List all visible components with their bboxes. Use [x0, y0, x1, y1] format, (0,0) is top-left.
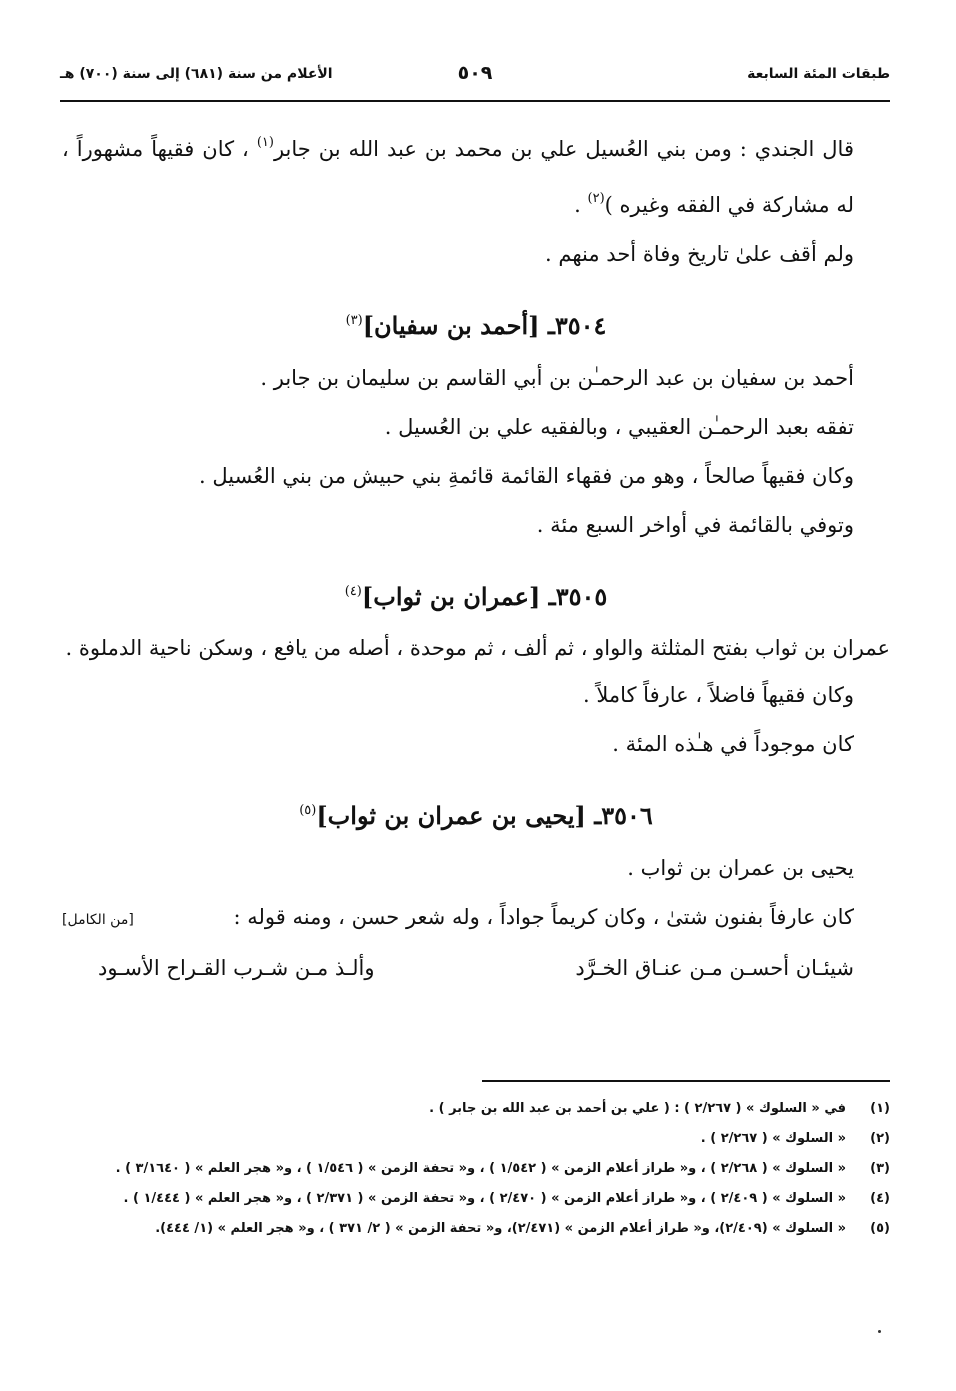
footnotes	[64, 1098, 890, 1248]
entry-heading-text: ٣٥٠٤ـ [أحمد بن سفيان]	[362, 311, 607, 340]
intro-paragraph-1	[62, 118, 890, 230]
footnote-text: « السلوك » ( ٢/٤٠٩ ) ، و« طراز أعلام الزمن » ( ٢/٤٧٠ ) ، و« تحفة الزمن » ( ٢/٣٧١ ) ، و« هجر العلم » ( ١/٤٤٤ ) .	[123, 1191, 846, 1206]
footnote-item	[64, 1188, 890, 1210]
spacer	[62, 836, 890, 844]
footnote-text: « السلوك » (٢/٤٠٩)، و« طراز أعلام الزمن » (٢/٤٧١)، و« تحفة الزمن » ( ٢/ ٣٧١ ) ، و« هجر العلم » (١/ ٤٤٤).	[155, 1221, 846, 1236]
footnote-item	[64, 1128, 890, 1150]
footnote-text: « السلوك » ( ٢/٢٦٧ ) .	[700, 1131, 846, 1146]
entry-paragraph: وكان فقيهاً فاضلاً ، عارفاً كاملاً .	[582, 683, 854, 707]
poem-intro-text: كان عارفاً بفنون شتىٰ ، وكان كريماً جواداً ، وله شعر حسن ، ومنه قوله :	[233, 905, 854, 929]
header-section-title-text: الأعلام من سنة (٦٨١) إلى سنة (٧٠٠) هـ	[60, 66, 333, 82]
footnote-ref-1: (١)	[256, 135, 274, 150]
spacer	[62, 279, 890, 301]
verse-first-hemistich: شيئـان أحسـن مـن عنـاق الخـرَّد	[575, 956, 854, 980]
footnote-text: « السلوك » ( ٢/٢٦٨ ) ، و« طراز أعلام الزمن » ( ١/٥٤٢ ) ، و« تحفة الزمن » ( ١/٥٤٦ ) ، و« هجر العلم » ( ٣/١٦٤٠ ) .	[115, 1161, 846, 1176]
footnote-number: (٤)	[870, 1191, 890, 1206]
entry-heading-text: ٣٥٠٥ـ [عمران بن ثواب]	[361, 582, 608, 611]
header-book-title: طبقات المئة السابعة	[747, 66, 890, 82]
footnote-ref-2: (٢)	[587, 191, 605, 206]
stray-dot-mark	[878, 1330, 881, 1333]
entry-paragraph: أحمد بن سفيان بن عبد الرحمـٰن بن أبي القاسم بن سليمان بن جابر .	[260, 366, 854, 390]
footnote-number: (١)	[870, 1101, 890, 1116]
entry-paragraph: تفقه بعبد الرحمـٰن العقيبي ، وبالفقيه علي بن العُسيل .	[384, 415, 854, 439]
footnote-text: في « السلوك » ( ٢/٢٦٧ ) : ( علي بن أحمد بن عبد الله بن جابر ) .	[429, 1101, 846, 1116]
entry-paragraph: عمران بن ثواب بفتح المثلثة والواو ، ثم ألف ، ثم موحدة ، أصله من يافع ، وسكن ناحية الدملوة .	[65, 636, 890, 660]
footnote-separator	[482, 1080, 890, 1082]
page-header	[60, 62, 890, 92]
intro-text-c: .	[574, 193, 588, 217]
entry-heading-3504	[62, 301, 890, 346]
verse-second-hemistich: وألـذ مـن شـرب القـراح الأسـود	[98, 956, 375, 980]
header-rule	[60, 100, 890, 102]
main-text	[62, 118, 890, 994]
spacer	[62, 617, 890, 625]
footnote-number: (٢)	[870, 1131, 890, 1146]
intro-text-a: قال الجندي : ومن بني العُسيل علي بن محمد بن عبد الله بن جابر	[273, 137, 854, 161]
intro-paragraph-2: ولم أقف علىٰ تاريخ وفاة أحد منهم .	[545, 242, 854, 266]
entry-heading-3506	[62, 791, 890, 836]
footnote-number: (٥)	[870, 1221, 890, 1236]
spacer	[62, 550, 890, 572]
page-number: ٥٠٩	[457, 62, 493, 84]
intro-text-b: ، كان فقيهاً مشهوراً ، له مشاركة في الفقه وغيره )	[62, 137, 854, 217]
poem-intro-line	[62, 893, 890, 942]
entry-paragraph: وكان فقيهاً صالحاً ، وهو من فقهاء القائمة قائمةِ بني حبيش من بني العُسيل .	[199, 464, 854, 488]
entry-paragraph: يحيى بن عمران بن ثواب .	[627, 856, 854, 880]
poem-verse	[62, 942, 890, 994]
header-section-title	[60, 66, 333, 82]
entry-paragraph: وتوفي بالقائمة في أواخر السبع مئة .	[536, 513, 854, 537]
footnote-item	[64, 1158, 890, 1180]
entry-heading-3505	[62, 572, 890, 617]
footnote-number: (٣)	[870, 1161, 890, 1176]
entry-heading-text: ٣٥٠٦ـ [يحيى بن عمران بن ثواب]	[316, 801, 653, 830]
footnote-ref-4: (٤)	[344, 584, 362, 599]
spacer	[62, 769, 890, 791]
footnote-ref-3: (٣)	[345, 313, 363, 328]
spacer	[62, 346, 890, 354]
footnote-ref-5: (٥)	[299, 803, 317, 818]
footnote-item	[64, 1098, 890, 1120]
entry-paragraph: كان موجوداً في هـٰذه المئة .	[612, 732, 854, 756]
poem-meter-label: [من الكامل]	[62, 912, 134, 928]
footnote-item	[64, 1218, 890, 1240]
